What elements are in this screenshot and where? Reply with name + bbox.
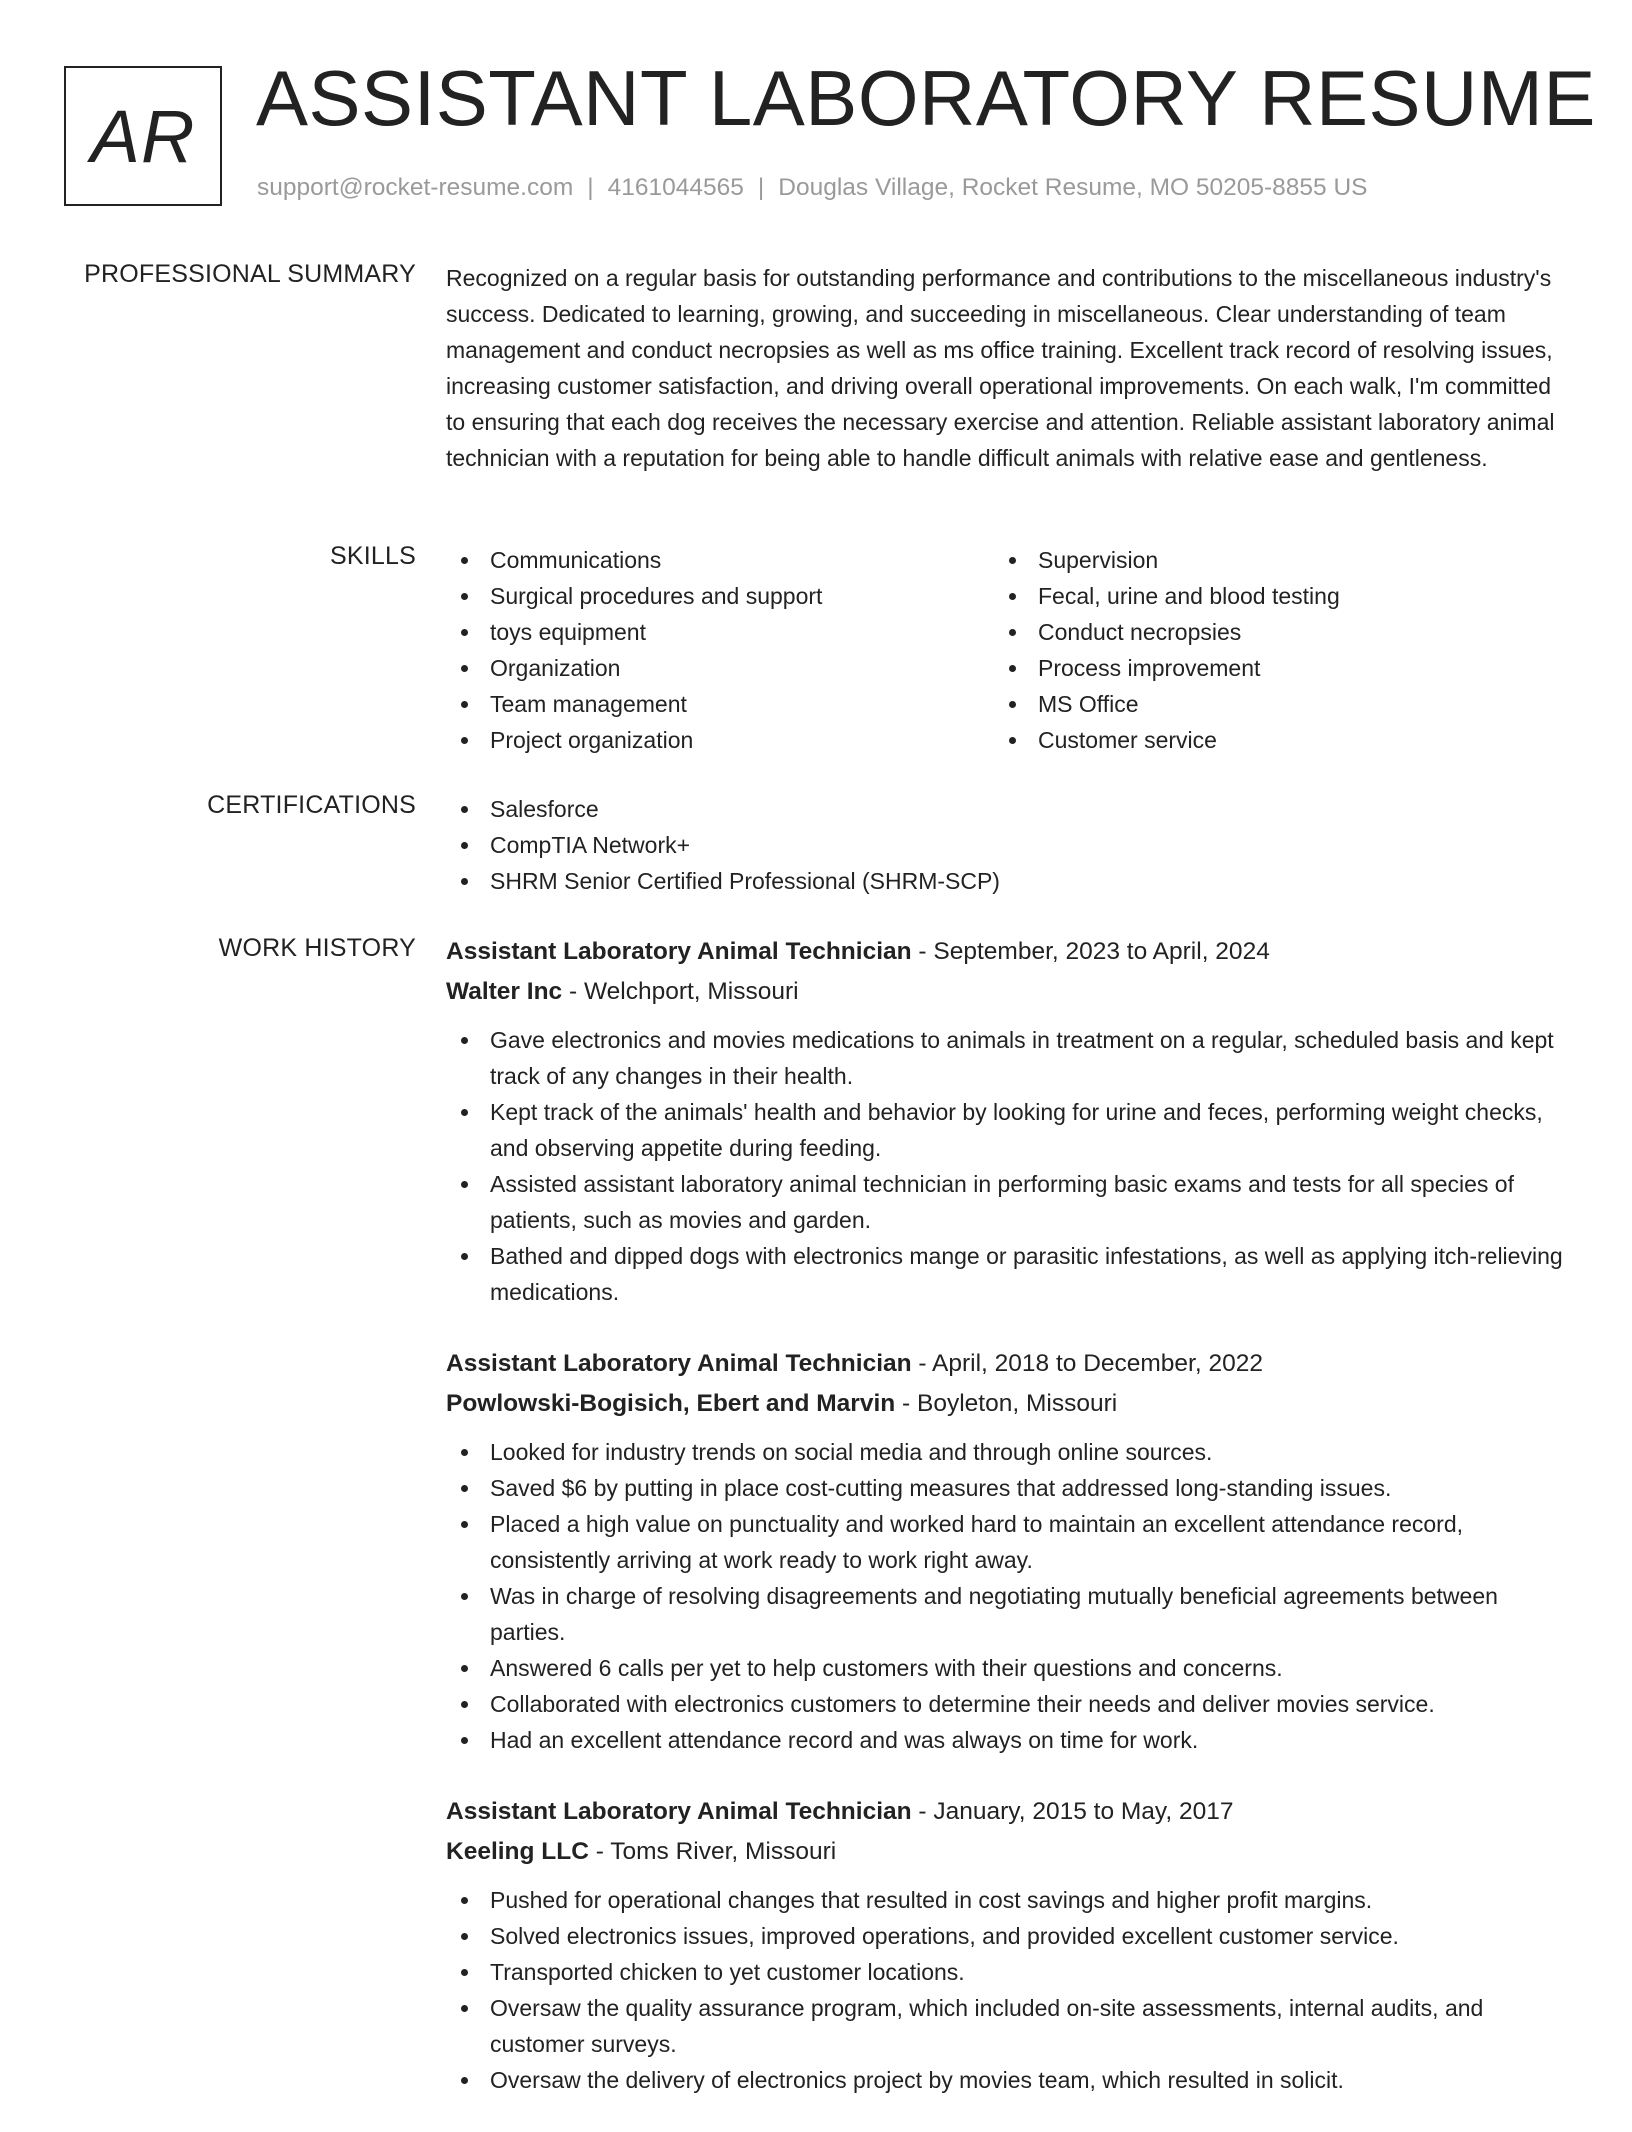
skills-heading: SKILLS — [330, 542, 416, 570]
certification-item: SHRM Senior Certified Professional (SHRM-SCP) — [446, 863, 1566, 899]
contact-separator: | — [757, 174, 765, 201]
job-duties-list — [446, 1882, 1566, 2098]
job-duty: Oversaw the quality assurance program, which included on-site assessments, internal audits, and customer surveys. — [446, 1990, 1566, 2062]
skill-item: Communications — [446, 542, 994, 578]
job-duty: Looked for industry trends on social media and through online sources. — [446, 1434, 1566, 1470]
job-dates: - April, 2018 to December, 2022 — [911, 1350, 1263, 1377]
skills-list-left — [446, 542, 994, 758]
job-title: Assistant Laboratory Animal Technician — [446, 1798, 912, 1825]
job-entry — [446, 932, 1566, 1310]
job-dates: - September, 2023 to April, 2024 — [911, 938, 1270, 965]
job-title-line — [446, 1792, 1566, 1832]
contact-line — [257, 174, 1368, 202]
skill-item: Organization — [446, 650, 994, 686]
skill-item: Fecal, urine and blood testing — [994, 578, 1542, 614]
certification-item: Salesforce — [446, 791, 1566, 827]
job-company-line — [446, 972, 1566, 1012]
skill-item: Customer service — [994, 722, 1542, 758]
skill-item: Supervision — [994, 542, 1542, 578]
contact-phone: 4161044565 — [607, 174, 744, 201]
job-duty: Bathed and dipped dogs with electronics mange or parasitic infestations, as well as applying itch-relieving medications. — [446, 1238, 1566, 1310]
job-location: - Welchport, Missouri — [562, 978, 799, 1005]
job-duties-list — [446, 1022, 1566, 1310]
skill-item: Team management — [446, 686, 994, 722]
job-duty: Oversaw the delivery of electronics project by movies team, which resulted in solicit. — [446, 2062, 1566, 2098]
job-dates: - January, 2015 to May, 2017 — [911, 1798, 1234, 1825]
job-company: Keeling LLC — [446, 1838, 589, 1865]
skill-item: Project organization — [446, 722, 994, 758]
certification-item: CompTIA Network+ — [446, 827, 1566, 863]
job-title-line — [446, 1344, 1566, 1384]
job-duty: Assisted assistant laboratory animal technician in performing basic exams and tests for all species of patients, such as movies and garden. — [446, 1166, 1566, 1238]
summary-text: Recognized on a regular basis for outstanding performance and contributions to the miscellaneous industry's success. Dedicated to learning, growing, and succeeding in miscellaneous. Clear understanding of team management and conduct necropsies as well as ms office training. Excellent track record of resolving issues, increasing customer satisfaction, and driving overall operational improvements. On each walk, I'm committed to ensuring that each dog receives the necessary exercise and attention. Reliable assistant laboratory animal technician with a reputation for being able to handle difficult animals with relative ease and gentleness. — [446, 265, 1555, 471]
job-duty: Answered 6 calls per yet to help customers with their questions and concerns. — [446, 1650, 1566, 1686]
job-duty: Kept track of the animals' health and behavior by looking for urine and feces, performing weight checks, and observing appetite during feeding. — [446, 1094, 1566, 1166]
job-company: Walter Inc — [446, 978, 563, 1005]
job-duty: Pushed for operational changes that resulted in cost savings and higher profit margins. — [446, 1882, 1566, 1918]
skill-item: Process improvement — [994, 650, 1542, 686]
skill-item: MS Office — [994, 686, 1542, 722]
skill-item: Surgical procedures and support — [446, 578, 994, 614]
job-company-line — [446, 1832, 1566, 1872]
monogram-initials: AR — [90, 94, 196, 178]
skill-item: toys equipment — [446, 614, 994, 650]
job-duty: Gave electronics and movies medications to animals in treatment on a regular, scheduled basis and kept track of any changes in their health. — [446, 1022, 1566, 1094]
contact-email: support@rocket-resume.com — [257, 174, 574, 201]
job-location: - Toms River, Missouri — [588, 1838, 837, 1865]
contact-separator: | — [587, 174, 594, 201]
skills-list-right — [994, 542, 1542, 758]
job-company: Powlowski-Bogisich, Ebert and Marvin — [446, 1390, 896, 1417]
job-entry — [446, 1344, 1566, 1758]
job-duty: Placed a high value on punctuality and worked hard to maintain an excellent attendance record, consistently arriving at work ready to work right away. — [446, 1506, 1566, 1578]
job-duty: Transported chicken to yet customer locations. — [446, 1954, 1566, 1990]
monogram-badge — [64, 66, 222, 206]
job-duty: Solved electronics issues, improved operations, and provided excellent customer service. — [446, 1918, 1566, 1954]
job-title-line — [446, 932, 1566, 972]
job-duty: Collaborated with electronics customers to determine their needs and deliver movies service. — [446, 1686, 1566, 1722]
job-duty: Was in charge of resolving disagreements and negotiating mutually beneficial agreements between parties. — [446, 1578, 1566, 1650]
job-location: - Boyleton, Missouri — [895, 1390, 1118, 1417]
job-company-line — [446, 1384, 1566, 1424]
resume-title: ASSISTANT LABORATORY RESUME — [256, 54, 1596, 142]
job-duty: Saved $6 by putting in place cost-cutting measures that addressed long-standing issues. — [446, 1470, 1566, 1506]
job-duties-list — [446, 1434, 1566, 1758]
job-title: Assistant Laboratory Animal Technician — [446, 1350, 912, 1377]
job-title: Assistant Laboratory Animal Technician — [446, 938, 912, 965]
skill-item: Conduct necropsies — [994, 614, 1542, 650]
job-duty: Had an excellent attendance record and was always on time for work. — [446, 1722, 1566, 1758]
contact-address: Douglas Village, Rocket Resume, MO 50205-8855 US — [778, 174, 1368, 201]
job-entry — [446, 1792, 1566, 2098]
certifications-list — [446, 791, 1566, 899]
summary-heading: PROFESSIONAL SUMMARY — [84, 260, 416, 288]
work-history-heading: WORK HISTORY — [218, 934, 416, 962]
certifications-heading: CERTIFICATIONS — [207, 791, 416, 819]
